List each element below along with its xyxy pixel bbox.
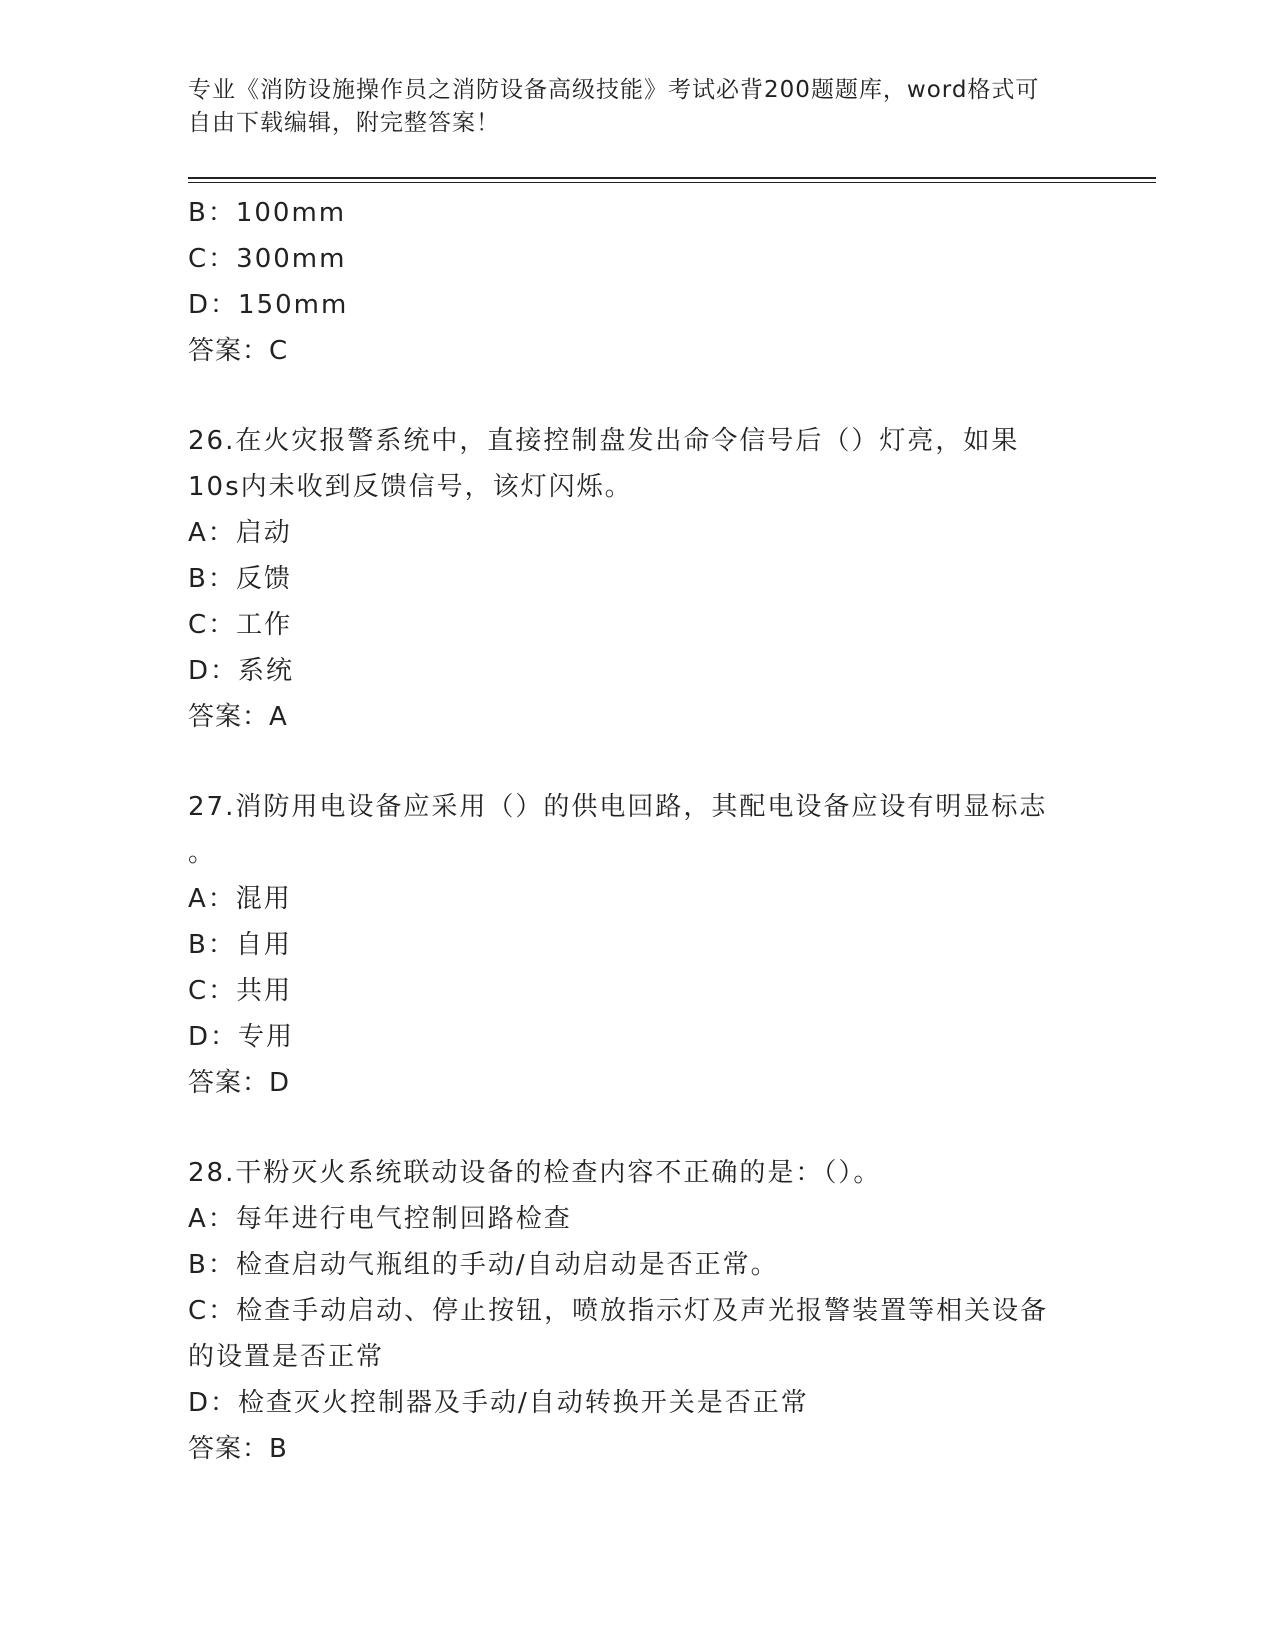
answer-line: 答案：B	[188, 1434, 288, 1464]
option-c-line-1: C：检查手动启动、停止按钮，喷放指示灯及声光报警装置等相关设备	[188, 1296, 1049, 1326]
option-d: D：系统	[188, 656, 295, 686]
option-b: B：检查启动气瓶组的手动/自动启动是否正常。	[188, 1250, 779, 1280]
question-stem-line-1: 28.干粉灭火系统联动设备的检查内容不正确的是：（）。	[188, 1158, 882, 1188]
header-line-1: 专业《消防设施操作员之消防设备高级技能》考试必背200题题库，word格式可	[188, 77, 1040, 103]
option-d: D：专用	[188, 1022, 295, 1052]
question-25	[188, 190, 1088, 374]
header-line-2: 自由下载编辑，附完整答案！	[188, 110, 500, 136]
document-header	[188, 74, 1088, 140]
option-c: C：工作	[188, 610, 293, 640]
option-c-line-2: 的设置是否正常	[188, 1342, 385, 1372]
option-b: B：100mm	[188, 198, 347, 228]
option-a: A：混用	[188, 884, 292, 914]
answer-line: 答案：A	[188, 702, 288, 732]
header-divider-thin	[188, 182, 1156, 183]
option-c: C：共用	[188, 976, 293, 1006]
option-b: B：自用	[188, 930, 292, 960]
question-stem-line-2: 。	[188, 838, 217, 868]
option-d: D：150mm	[188, 290, 349, 320]
question-stem-line-1: 27.消防用电设备应采用（）的供电回路，其配电设备应设有明显标志	[188, 792, 1048, 822]
question-26	[188, 418, 1088, 740]
option-c: C：300mm	[188, 244, 347, 274]
option-d: D：检查灭火控制器及手动/自动转换开关是否正常	[188, 1388, 809, 1418]
question-27	[188, 784, 1088, 1106]
question-28	[188, 1150, 1088, 1472]
option-a: A：启动	[188, 518, 292, 548]
answer-line: 答案：D	[188, 1068, 291, 1098]
option-b: B：反馈	[188, 564, 292, 594]
option-a: A：每年进行电气控制回路检查	[188, 1204, 572, 1234]
question-stem-line-1: 26.在火灾报警系统中，直接控制盘发出命令信号后（）灯亮，如果	[188, 426, 1020, 456]
question-stem-line-2: 10s内未收到反馈信号，该灯闪烁。	[188, 472, 633, 502]
header-divider-thick	[188, 177, 1156, 179]
question-list	[188, 190, 1088, 1472]
answer-line: 答案：C	[188, 336, 289, 366]
